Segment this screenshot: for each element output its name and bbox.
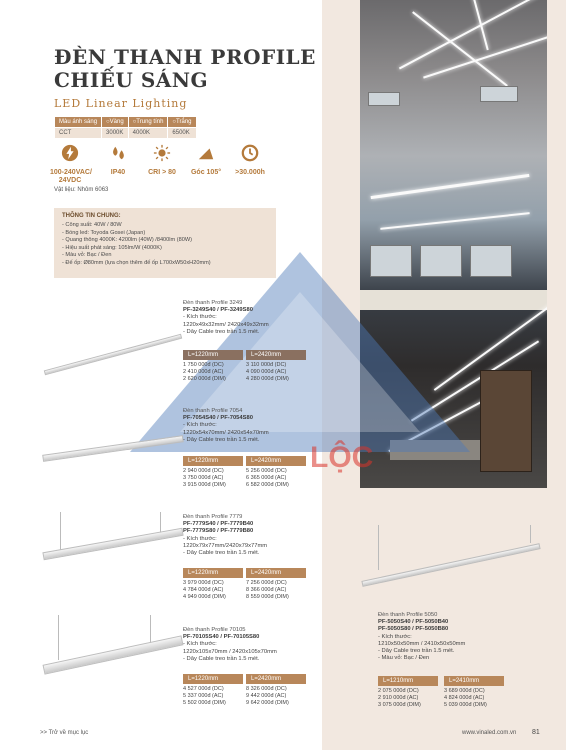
price: 3 750 000đ (AC) [183,474,224,481]
feature-ip [98,144,138,177]
price: 9 442 000đ (AC) [246,692,287,699]
product-spec: 1220x49x32mm/ 2420x49x32mm [183,321,269,328]
length-tag: L=2410mm [444,676,504,686]
length-tag: L=2420mm [246,674,306,684]
length-tag: L=1220mm [183,674,243,684]
price-list [246,686,289,706]
price: 3 110 000đ (DC) [246,362,287,368]
hanging-wire [58,615,59,660]
length-tag: L=1210mm [378,676,438,686]
price: 2 410 000đ (AC) [183,368,224,375]
price-list [246,362,289,382]
general-info-box [54,208,276,278]
price: 5 039 000đ (DIM) [444,701,487,708]
price: 8 366 000đ (AC) [246,586,287,593]
info-item: - Đế ốp: Ø80mm (lựa chọn thêm đế ốp L700xW50xH20mm) [62,259,211,266]
price-list [444,688,487,708]
product-spec: - Kích thước: [183,641,217,648]
product-spec: 1220x79x77mm/2420x79x77mm [183,542,268,549]
product-spec: - Dây Cable treo trần 1.5 mét. [378,648,455,655]
feature-label-ip: IP40 [110,169,126,176]
length-tag: L=2420mm [246,568,306,578]
product-spec: - Kích thước: [183,535,217,542]
price: 4 784 000đ (AC) [183,586,224,593]
product-code: PF-70105S40 / PF-70105S80 [183,634,260,641]
price: 3 979 000đ (DC) [183,580,224,586]
price: 2 910 000đ (AC) [378,694,419,701]
product-name: Đèn thanh Profile 70105 [183,627,246,633]
product-spec: - Dây Cable treo trần 1.5 mét. [183,328,260,335]
title-line-2: CHIẾU SÁNG [54,68,209,92]
feature-label-cri: CRI > 80 [148,169,176,176]
price: 4 280 000đ (DIM) [246,375,289,382]
price: 8 559 000đ (DIM) [246,593,289,600]
feature-cri [142,144,182,177]
price-list [246,468,289,488]
info-item: - Màu vỏ: Bạc / Đen [62,252,112,259]
cct-table [54,116,197,139]
length-tag: L=2420mm [246,350,306,360]
hanging-wire [60,512,61,550]
price: 6 582 000đ (DIM) [246,481,289,488]
price: 6 365 000đ (AC) [246,474,287,481]
price: 5 502 000đ (DIM) [183,699,226,706]
price: 3 915 000đ (DIM) [183,481,226,488]
product-code: PF-5050S80 / PF-5050B80 [378,626,449,633]
feature-icons [50,144,280,184]
cct-header-0: Màu ánh sáng [55,117,102,128]
length-tag: L=1220mm [183,350,243,360]
product-name: Đèn thanh Profile 3249 [183,300,243,306]
sun-icon [153,144,171,162]
page-title [54,46,316,92]
watermark-text: LỘC [310,441,374,474]
product-code: PF-3249S40 / PF-3249S80 [183,307,253,314]
length-tag: L=2420mm [246,456,306,466]
price: 3 689 000đ (DC) [444,688,485,694]
product-spec: - Kích thước: [183,314,217,321]
clock-icon [241,144,259,162]
info-item: - Quang thông 4000K: 4200lm (40W) /8400lm (80W) [62,237,192,244]
hanging-wire [530,525,531,543]
price: 4 090 000đ (AC) [246,368,287,375]
cct-header-1: ○Vàng [102,117,129,128]
product-70105 [183,627,323,663]
product-code: PF-7779S80 / PF-7779B80 [183,528,254,535]
cct-header-3: ○Trắng [168,117,196,128]
price: 4 949 000đ (DIM) [183,593,226,600]
product-7779 [183,514,323,557]
cct-value-2: 4000K [128,128,168,139]
price-list [246,580,289,600]
product-spec: 1220x54x70mm/ 2420x54x70mm [183,429,269,436]
water-drop-icon [109,144,127,162]
hanging-wire [378,525,379,570]
lamp-image-70105 [43,635,184,674]
product-name: Đèn thanh Profile 7779 [183,514,243,520]
product-name: Đèn thanh Profile 5050 [378,612,438,618]
feature-label-angle: Góc 105° [190,169,222,176]
product-spec: - Dây Cable treo trần 1.5 mét. [183,550,260,557]
feature-label-voltage: 100-240VAC/ 24VDC [50,169,92,184]
price: 2 075 000đ (DC) [378,688,419,694]
product-spec: - Dây Cable treo trần 1.5 mét. [183,655,260,662]
price-list [183,362,226,382]
info-item: - Công suất: 40W / 80W [62,222,122,228]
feature-angle [186,144,226,177]
page-number: 81 [532,729,540,736]
price: 1 750 000đ (DC) [183,362,224,368]
product-7054 [183,408,323,444]
product-code: PF-5050S40 / PF-5050B40 [378,619,449,626]
lamp-image-7779 [42,528,183,561]
product-5050 [378,612,548,662]
price: 4 824 000đ (AC) [444,694,485,701]
website-link[interactable]: www.vinaled.com.vn [462,730,517,736]
product-spec: - Màu vỏ: Bạc / Đen [378,655,430,662]
general-info-list [62,222,211,268]
price: 3 075 000đ (DIM) [378,701,421,708]
price-list [183,580,226,600]
cct-value-0: CCT [55,128,102,139]
info-item: - Bóng led: Toyoda Gosei (Japan) [62,229,146,236]
length-tag: L=1220mm [183,456,243,466]
product-code: PF-7054S40 / PF-7054S80 [183,415,253,422]
title-line-1: ĐÈN THANH PROFILE [54,45,316,69]
product-code: PF-7779S40 / PF-7779B40 [183,521,254,528]
price: 8 326 000đ (DC) [246,686,287,692]
feature-lifetime [230,144,270,177]
price-list [378,688,421,708]
product-spec: - Kích thước: [378,633,412,640]
product-spec: - Kích thước: [183,422,217,429]
cct-value-3: 6500K [168,128,196,139]
beam-angle-icon [197,144,215,162]
price-list [183,686,226,706]
hanging-wire [150,615,151,643]
product-spec: - Dây Cable treo trần 1.5 mét. [183,436,260,443]
cct-value-1: 3000K [102,128,129,139]
price: 2 940 000đ (DC) [183,468,224,474]
general-info-heading: THÔNG TIN CHUNG: [62,213,121,219]
product-spec: 1220x105x70mm / 2420x105x70mm [183,648,277,655]
price: 2 620 000đ (DIM) [183,375,226,382]
product-3249 [183,300,323,336]
price: 9 642 000đ (DIM) [246,699,289,706]
price: 4 527 000đ (DC) [183,686,224,692]
product-name: Đèn thanh Profile 7054 [183,408,243,414]
price-list [183,468,226,488]
info-item: - Hiệu suất phát sáng: 105lm/W (4000K) [62,244,162,251]
back-to-toc-link[interactable]: >> Trở về mục lục [40,730,89,736]
page-subtitle: LED Linear Lighting [54,97,188,110]
length-tag: L=1220mm [183,568,243,578]
price: 7 256 000đ (DC) [246,580,287,586]
material-note: Vật liệu: Nhôm 6063 [54,187,109,193]
feature-voltage [50,144,90,185]
cct-header-2: ○Trung tính [128,117,168,128]
feature-label-lifetime: >30.000h [235,169,265,176]
lightning-icon [61,144,79,162]
product-spec: 1210x50x50mm / 2410x50x50mm [378,640,466,647]
price: 5 337 000đ (AC) [183,692,224,699]
price: 5 256 000đ (DC) [246,468,287,474]
